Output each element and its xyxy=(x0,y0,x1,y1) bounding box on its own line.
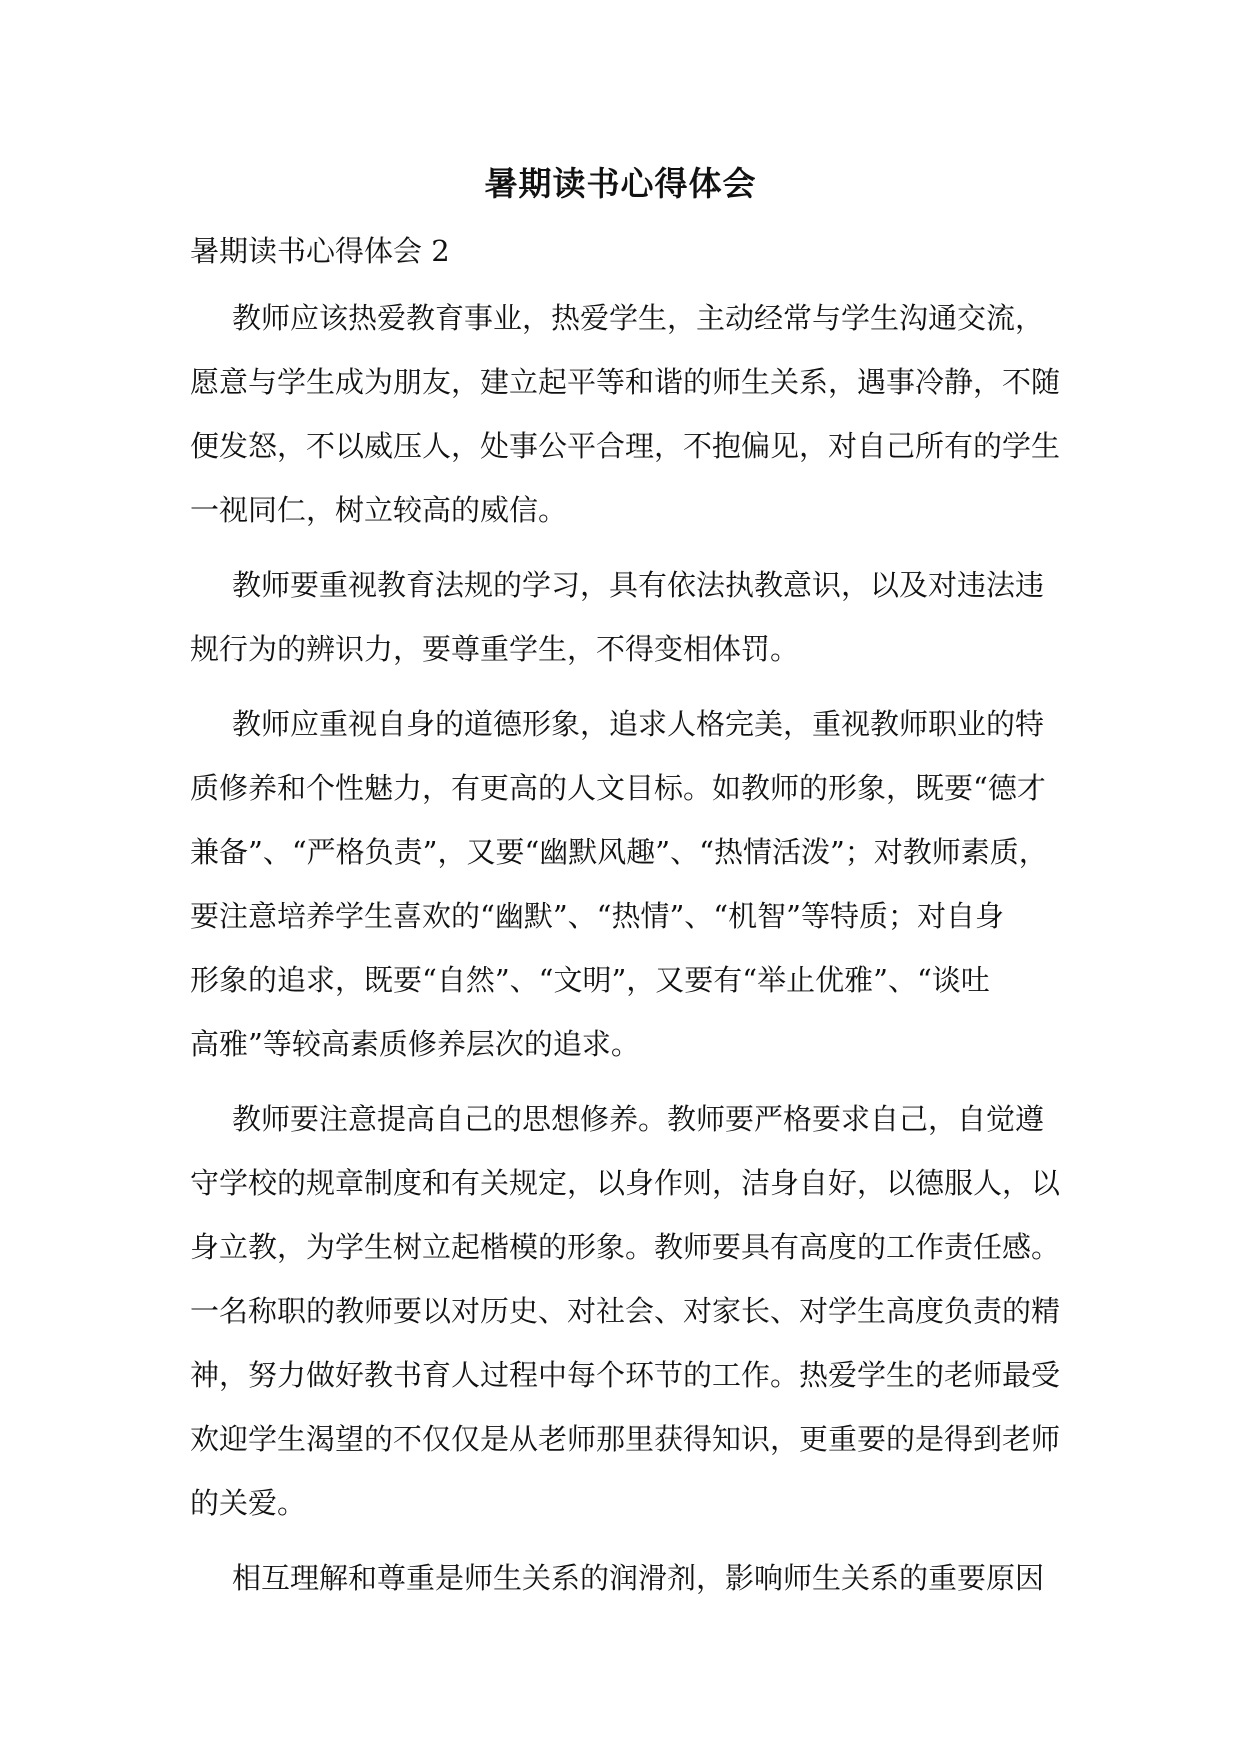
paragraph-line: 愿意与学生成为朋友，建立起平等和谐的师生关系，遇事冷静，不随 xyxy=(190,365,1061,399)
paragraph-line: 高雅”等较高素质修养层次的追求。 xyxy=(190,1027,640,1061)
document-body xyxy=(190,286,1061,1621)
paragraph-line: 守学校的规章制度和有关规定，以身作则，洁身自好，以德服人，以 xyxy=(190,1166,1061,1200)
paragraph-line: 一名称职的教师要以对历史、对社会、对家长、对学生高度负责的精 xyxy=(190,1294,1061,1328)
paragraph-line: 欢迎学生渴望的不仅仅是从老师那里获得知识，更重要的是得到老师 xyxy=(190,1422,1061,1456)
paragraph-2 xyxy=(190,553,1050,681)
paragraph-3 xyxy=(190,692,1050,1076)
paragraph-line: 相互理解和尊重是师生关系的润滑剂，影响师生关系的重要原因 xyxy=(232,1561,1045,1595)
document-title: 暑期读书心得体会 xyxy=(484,164,757,203)
paragraph-line: 教师应该热爱教育事业，热爱学生，主动经常与学生沟通交流， xyxy=(232,301,1045,335)
paragraph-line: 教师应重视自身的道德形象，追求人格完美，重视教师职业的特 xyxy=(232,707,1045,741)
paragraph-line: 规行为的辨识力，要尊重学生，不得变相体罚。 xyxy=(190,632,800,666)
paragraph-line: 质修养和个性魅力，有更高的人文目标。如教师的形象，既要“德才 xyxy=(190,771,1046,805)
paragraph-line: 兼备”、“严格负责”，又要“幽默风趣”、“热情活泼”；对教师素质， xyxy=(190,835,1048,869)
paragraph-line: 形象的追求，既要“自然”、“文明”，又要有“举止优雅”、“谈吐 xyxy=(190,963,990,997)
paragraph-4 xyxy=(190,1087,1061,1535)
paragraph-line: 一视同仁，树立较高的威信。 xyxy=(190,493,568,527)
paragraph-line: 要注意培养学生喜欢的“幽默”、“热情”、“机智”等特质；对自身 xyxy=(190,899,1004,933)
paragraph-line: 便发怒，不以威压人，处事公平合理，不抱偏见，对自己所有的学生 xyxy=(190,429,1061,463)
paragraph-line: 教师要重视教育法规的学习，具有依法执教意识，以及对违法违 xyxy=(232,568,1045,602)
paragraph-line: 身立教，为学生树立起楷模的形象。教师要具有高度的工作责任感。 xyxy=(190,1230,1061,1264)
paragraph-5 xyxy=(190,1546,1050,1610)
document-subtitle: 暑期读书心得体会 2 xyxy=(190,234,450,268)
paragraph-line: 教师要注意提高自己的思想修养。教师要严格要求自己，自觉遵 xyxy=(232,1102,1045,1136)
paragraph-1 xyxy=(190,286,1061,542)
paragraph-line: 的关爱。 xyxy=(190,1486,307,1520)
paragraph-line: 神，努力做好教书育人过程中每个环节的工作。热爱学生的老师最受 xyxy=(190,1358,1061,1392)
